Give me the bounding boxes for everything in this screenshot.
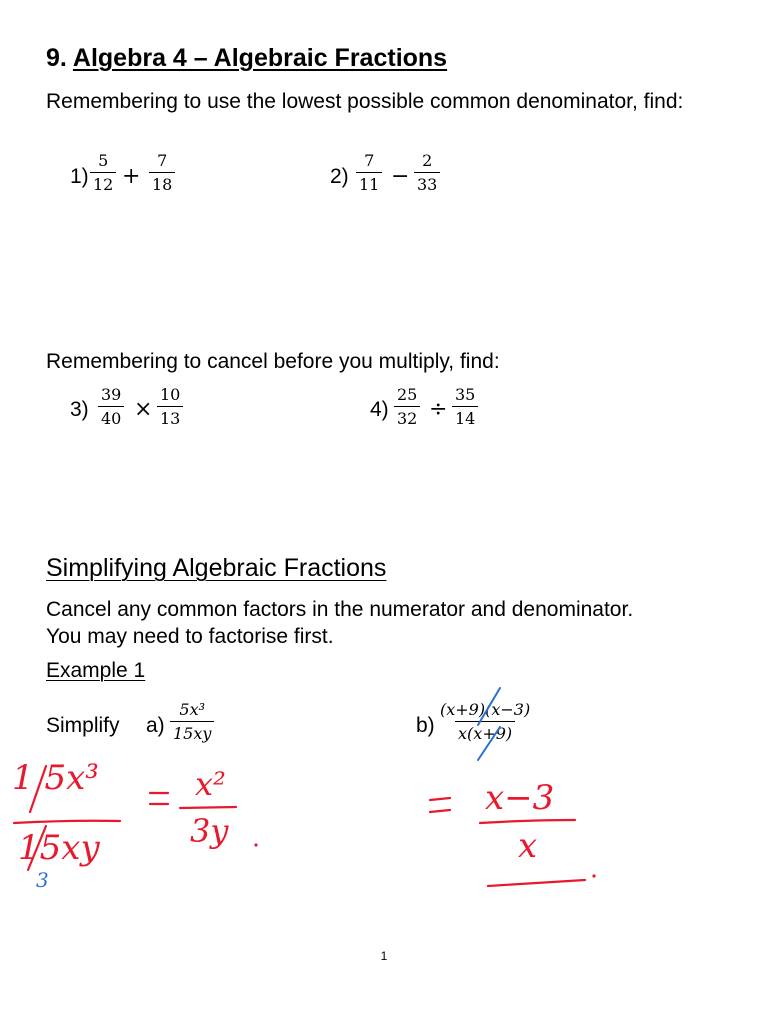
question-4-label: 4): [370, 398, 389, 421]
handwritten-a-answer-denominator: 3y: [190, 812, 229, 850]
page-number: 1: [380, 949, 388, 963]
denominator: 15xy: [170, 721, 214, 743]
answer-b-dot: [592, 874, 595, 877]
cancel-stroke-numerator: [478, 688, 500, 725]
denominator: 11: [356, 172, 382, 194]
divide-operator: ÷: [429, 397, 448, 422]
handwritten-b-answer-denominator: x: [518, 826, 538, 866]
question-3-label: 3): [70, 398, 89, 421]
numerator: 25: [397, 385, 418, 404]
denominator: 33: [414, 172, 440, 194]
numerator: 5x³: [179, 700, 206, 719]
numerator: 5: [98, 151, 109, 170]
handwritten-equals-b-text: [430, 790, 442, 813]
handwritten-b-answer-numerator: x−3: [485, 778, 555, 818]
section-heading-simplifying: Simplifying Algebraic Fractions: [46, 554, 387, 582]
handwritten-a-cancel-note: 3: [36, 868, 49, 892]
question-2-label: 2): [330, 165, 349, 188]
part-b-label: b): [416, 714, 435, 737]
minus-operator: −: [391, 164, 410, 189]
answer-a-right-fraction-bar: [180, 807, 236, 808]
answer-b-underline: [488, 880, 585, 886]
denominator: x(x+9): [455, 721, 515, 743]
instruction-lowest-common-denominator: Remembering to use the lowest possible common denominator, find:: [46, 90, 684, 113]
denominator: 14: [452, 406, 478, 428]
denominator: 18: [149, 172, 175, 194]
answer-b-fraction-bar: [480, 820, 575, 823]
title-number: 9.: [46, 44, 67, 72]
title-text: Algebra 4 – Algebraic Fractions: [72, 44, 448, 72]
denominator: 40: [98, 406, 124, 428]
instruction-cancel-factors: Cancel any common factors in the numerator and denominator.: [46, 598, 634, 621]
numerator: 7: [364, 151, 375, 170]
answer-a-left-fraction-bar: [14, 821, 120, 823]
instruction-cancel-before-multiply: Remembering to cancel before you multiply, find:: [46, 350, 500, 373]
instruction-factorise: You may need to factorise first.: [46, 625, 334, 648]
handwritten-equals-a-text: [150, 781, 162, 804]
denominator: 13: [157, 406, 183, 428]
handwritten-a-denominator: 15xy: [18, 828, 100, 868]
handwritten-a-numerator: 1 5x³: [12, 758, 99, 798]
answer-a-dot: [254, 843, 257, 846]
numerator: 7: [157, 151, 168, 170]
denominator: 12: [90, 172, 116, 194]
numerator: (x+9)(x−3): [440, 700, 531, 719]
numerator: 2: [422, 151, 433, 170]
denominator: 32: [394, 406, 420, 428]
handwritten-a-answer-numerator: x²: [195, 765, 226, 803]
part-a-label: a): [146, 714, 165, 737]
cancel-stroke-denominator: [478, 727, 500, 760]
plus-operator: +: [122, 164, 141, 189]
simplify-label: Simplify: [46, 714, 120, 737]
times-operator: ×: [134, 397, 153, 422]
question-1-label: 1): [70, 165, 89, 188]
numerator: 39: [101, 385, 122, 404]
example-label: Example 1: [46, 659, 146, 682]
numerator: 10: [160, 385, 181, 404]
numerator: 35: [455, 385, 476, 404]
